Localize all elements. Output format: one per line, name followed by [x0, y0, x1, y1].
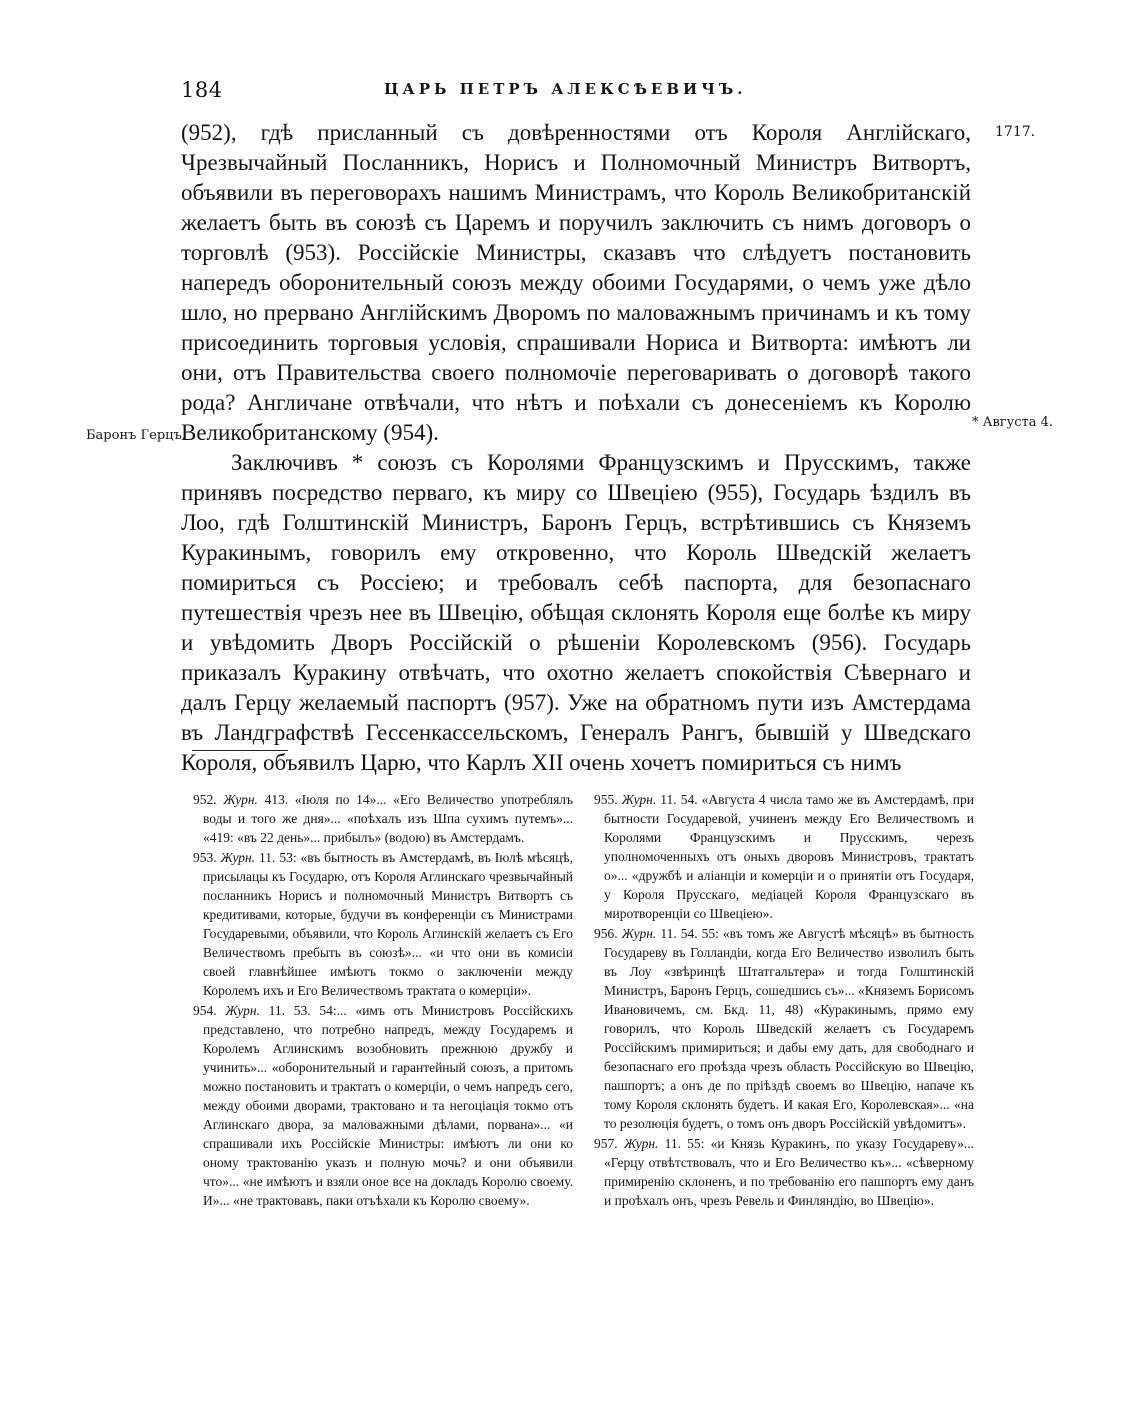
- footnote-954: [193, 1001, 573, 1210]
- footnote-source: Журн.: [621, 792, 657, 807]
- footnote-956: [594, 924, 974, 1133]
- footnote-text: 11. 54. 55: «въ томъ же Августѣ мѣсяцѣ» въ бытность Государеву въ Голландіи, когда Его Величество изволилъ быть въ Лоу «звѣринцѣ Штатгальтера» и тогда Голштинскій Министръ, Баронъ Герцъ, сошедшись съ»... «Княземъ Борисомъ Ивановичемъ, см. Бкд. 11, 48) «Куракинымъ, прямо ему говорилъ, что Король Шведскій желаетъ съ Государемъ Россійскимъ примириться; и дабы ему дать, для свободнаго и безопаснаго его проѣзда чрезъ область Россійскую во Швецію, пашпортъ; а онъ де по пріѣздѣ своемъ во Швецію, напаче къ тому Короля склонять будетъ. И какая Его, Королевская»... «на то резолюція будетъ, о томъ онъ дворъ Россійскій увѣдомитъ».: [604, 926, 975, 1131]
- footnote-text: 11. 55: «и Князь Куракинъ, по указу Государеву»... «Герцу отвѣтствовалъ, что и Его Величество къ»... «сѣверному примиренію склоненъ, и по требованію его пашпортъ ему данъ и проѣхалъ онъ, чрезъ Ревель и Финляндію, во Швецію».: [604, 1136, 975, 1208]
- footnote-957: [594, 1134, 974, 1210]
- footnote-number: 957.: [594, 1136, 618, 1151]
- running-title: ЦАРЬ ПЕТРЪ АЛЕКСѢЕВИЧЪ.: [384, 80, 747, 98]
- footnote-source: Журн.: [621, 926, 657, 941]
- footnote-separator-rule: [192, 750, 288, 751]
- footnote-source: Журн.: [225, 1003, 260, 1018]
- footnote-source: Журн.: [220, 850, 256, 865]
- footnotes-left-column: [193, 790, 573, 1211]
- page-number: 184: [181, 78, 223, 102]
- body-paragraph-1: (952), гдѣ присланный съ довѣренностями отъ Короля Англійскаго, Чрезвычайный Посланникъ, Норисъ и Полномочный Министръ Витвортъ, объявили въ переговорахъ нашимъ Министрамъ, что Король Великобританскій желаетъ быть въ союзѣ съ Царемъ и поручилъ заключить съ нимъ договоръ о торговлѣ (953). Россійскіе Министры, сказавъ что слѣдуетъ постановить напередъ оборонительный союзъ между обоими Государями, о чемъ уже дѣло шло, но прервано Англійскимъ Дворомъ по маловажнымъ причинамъ и къ тому присоединить торговыя условія, спрашивали Нориса и Витворта: имѣютъ ли они, отъ Правительства своего полномочіе переговаривать о договорѣ такого рода? Англичане отвѣчали, что нѣтъ и поѣхали съ донесеніемъ къ Королю Великобританскому (954).: [181, 120, 971, 445]
- footnote-source: Журн.: [623, 1136, 659, 1151]
- margin-year: 1717.: [995, 124, 1036, 140]
- footnote-text: 11. 53: «въ бытность въ Амстердамѣ, въ Іюлѣ мѣсяцѣ, присылацы къ Государю, отъ Короля Аглинскаго чрезвычайный посланникъ Норисъ и полномочный Министръ Витвортъ съ кредитивами, которые, будучи въ конференціи съ Министрами Государевыми, объявили, что Король Аглинскій желаетъ съ Его Величествомъ пребыть въ союзѣ»... «и что они въ комисіи своей главнѣйшее имѣютъ токмо о заключеніи между Королемъ ихъ и Его Величествомъ трактата о комерціи».: [203, 850, 574, 998]
- main-text: [181, 118, 971, 778]
- footnote-text: 11. 54. «Августа 4 числа тамо же въ Амстердамѣ, при бытности Государевой, учиненъ между Его Величествомъ и Королями Французскимъ и Прусскимъ, черезъ уполномоченныхъ отъ оныхъ дворовъ Министровъ, трактатъ о»... «дружбѣ и аліанціи и комерціи и о принятіи отъ Государя, у Короля Прусскаго, медіацей Короля Французскаго въ миротворенціи со Швеціею».: [604, 792, 975, 921]
- footnote-text: 11. 53. 54:... «имъ отъ Министровъ Россійскихъ представлено, что потребно напредъ, между Государемъ и Королемъ Аглинскимъ возобновить прежнюю дружбу и учинить»... «оборонительный и гарантейный союзъ, а притомъ можно постановить и трактатъ о комерціи, о чемъ напредъ сего, между обоими дворами, трактовано и та негоціація токмо отъ Аглинскаго двора, за маловажными дѣлами, порвана»... «и спрашивали ихъ Россійскіе Министры: имѣютъ ли они ко оному трактованію указъ и полную мочь? и они объявили что»... «не имѣютъ и взяли оное все на докладъ Королю своему. И»... «не трактовавъ, паки отъѣхали къ Королю своему».: [203, 1003, 573, 1208]
- margin-side-heading: Баронъ Герцъ.: [86, 428, 186, 443]
- footnote-number: 952.: [193, 792, 217, 807]
- footnotes-right-column: [594, 790, 974, 1211]
- footnote-number: 956.: [594, 926, 618, 941]
- footnote-952: [193, 790, 573, 847]
- footnote-number: 955.: [594, 792, 618, 807]
- margin-date-note: * Августа 4.: [972, 415, 1054, 430]
- body-paragraph-2: Заключивъ * союзъ съ Королями Французскимъ и Прусскимъ, также принявъ посредство перваго, къ миру со Швеціею (955), Государь ѣздилъ въ Лоо, гдѣ Голштинскій Министръ, Баронъ Герцъ, встрѣтившись съ Княземъ Куракинымъ, говорилъ ему откровенно, что Король Шведскій желаетъ помириться съ Россіею; и требовалъ себѣ паспорта, для безопаснаго путешествія чрезъ нее въ Швецію, обѣщая склонять Короля еще болѣе къ миру и увѣдомить Дворъ Россійскій о рѣшеніи Королевскомъ (956). Государь приказалъ Куракину отвѣчать, что охотно желаетъ спокойствія Сѣвернаго и далъ Герцу желаемый паспортъ (957). Уже на обратномъ пути изъ Амстердама въ Ландграфствѣ Гессенкассельскомъ, Генералъ Рангъ, бывшій у Шведскаго Короля, объявилъ Царю, что Карлъ XII очень хочетъ помириться съ нимъ: [181, 450, 971, 775]
- footnote-source: Журн.: [223, 792, 258, 807]
- footnote-955: [594, 790, 974, 923]
- footnote-text: 413. «Іюля по 14»... «Его Величество употреблялъ воды и того же дня»... «поѣхалъ изъ Шпа сухимъ путемъ»... «419: «въ 22 день»... прибылъ» (водою) въ Амстердамъ.: [203, 792, 573, 845]
- footnote-number: 953.: [193, 850, 217, 865]
- footnote-number: 954.: [193, 1003, 217, 1018]
- footnote-953: [193, 848, 573, 1000]
